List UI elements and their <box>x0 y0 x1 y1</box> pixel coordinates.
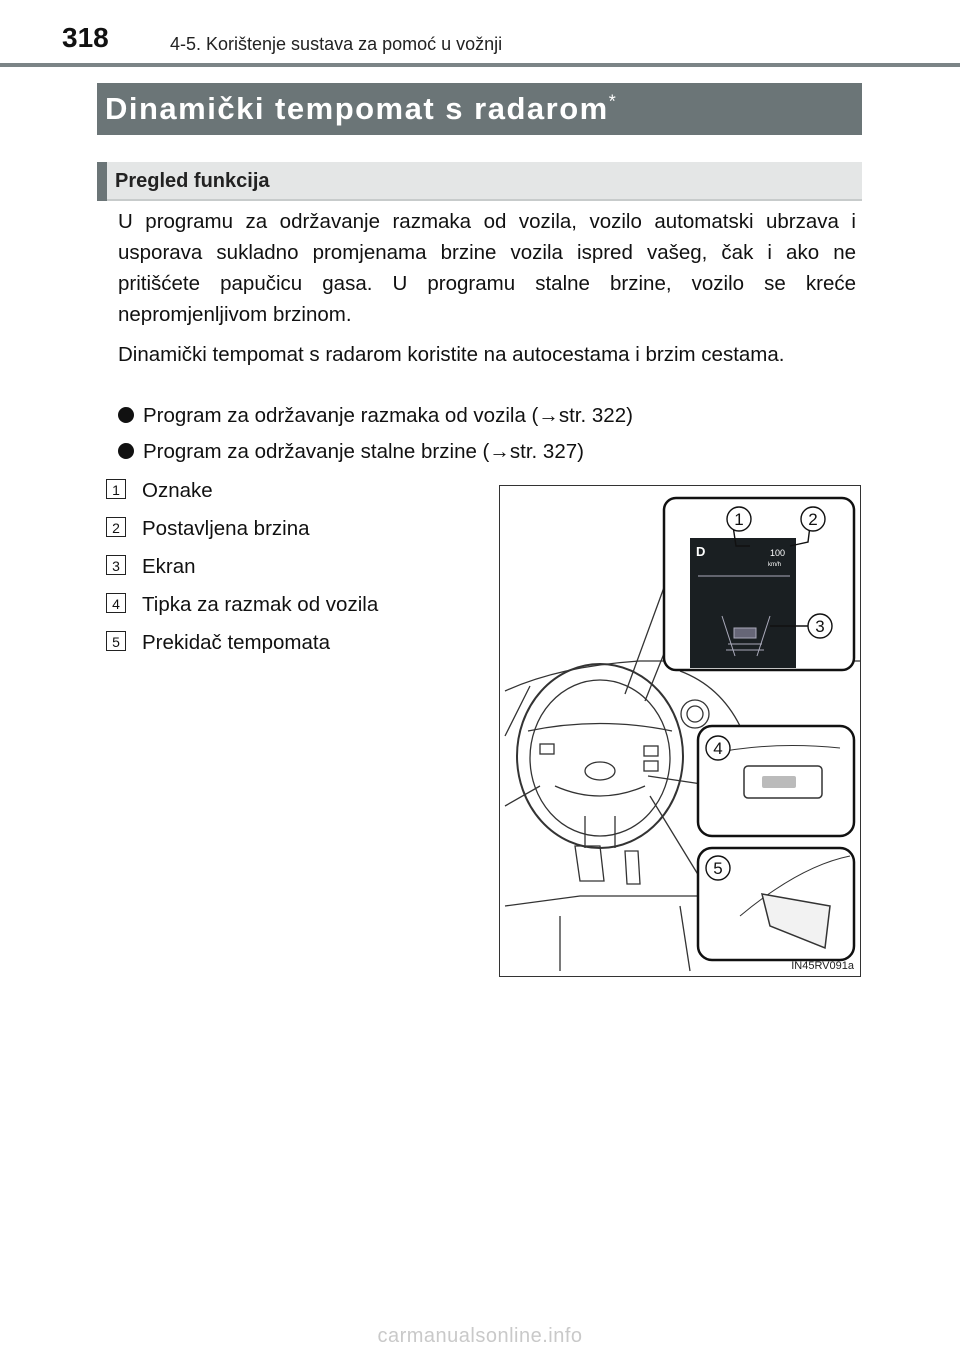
legend-item <box>106 479 213 503</box>
section-title-bar <box>97 83 862 135</box>
wheel-button <box>644 746 658 756</box>
bullet-dot <box>118 407 134 423</box>
accelerator-pedal <box>625 851 640 884</box>
legend-number: 2 <box>106 517 126 537</box>
callout-label: 2 <box>808 510 818 529</box>
bullet-item <box>118 437 584 467</box>
watermark: carmanualsonline.info <box>377 1325 583 1347</box>
section-title <box>105 91 617 127</box>
callout-label: 3 <box>815 617 825 636</box>
legend-label: Prekidač tempomata <box>142 631 331 654</box>
paragraph-usage: Dinamički tempomat s radarom koristite na autocestama i brzim cestama. <box>118 343 785 366</box>
brake-pedal <box>575 846 604 881</box>
legend-item <box>106 631 330 655</box>
air-vent <box>681 700 709 728</box>
steering-logo <box>585 762 615 780</box>
legend-number: 5 <box>106 631 126 651</box>
section-title-text: Dinamički tempomat s radarom <box>105 91 609 126</box>
wheel-button <box>540 744 554 754</box>
display-gear: D <box>696 544 706 559</box>
legend-item <box>106 517 310 541</box>
legend-number: 1 <box>106 479 126 499</box>
bullet-dot <box>118 443 134 459</box>
subsection-title: Pregled funkcija <box>115 170 270 192</box>
steering-column <box>585 816 615 848</box>
legend-label: Ekran <box>142 555 196 578</box>
dashboard-drawing <box>500 486 861 977</box>
floor-line <box>560 906 690 971</box>
legend-label: Tipka za razmak od vozila <box>142 593 379 616</box>
figure-code: IN45RV091a <box>791 960 854 972</box>
dashboard-illustration <box>499 485 861 977</box>
header-divider <box>0 63 960 67</box>
steering-spoke <box>528 724 672 732</box>
legend-number: 3 <box>106 555 126 575</box>
steering-wheel-inner <box>530 680 670 836</box>
callout-label: 4 <box>713 739 723 758</box>
legend-number: 4 <box>106 593 126 613</box>
legend-item <box>106 555 196 579</box>
chapter-title: 4-5. Korištenje sustava za pomoć u vožnji <box>170 34 503 54</box>
legend-label: Postavljena brzina <box>142 517 310 540</box>
air-vent <box>687 706 703 722</box>
subsection-accent <box>97 162 107 201</box>
steering-spoke <box>555 786 645 796</box>
callout-label: 1 <box>734 510 744 529</box>
wheel-button <box>644 761 658 771</box>
display-unit: km/h <box>768 562 782 568</box>
page-number: 318 <box>62 22 109 53</box>
display-vehicle-icon <box>734 628 756 638</box>
page-header <box>0 0 960 70</box>
paragraph-intro: U programu za održavanje razmaka od vozila, vozilo automatski ubrzava i usporava sukladno promjenama brzine vozila ispred vašeg, čak i ako ne pritišćete papučicu gasa. U programu stalne brzine, vozilo se kreće nepromjenljivom brzinom. <box>118 210 856 326</box>
bullet-text: Program za održavanje razmaka od vozila (→str. 322) <box>143 404 633 427</box>
display-speed: 100 <box>770 548 786 558</box>
legend-item <box>106 593 378 617</box>
subsection-bar <box>97 162 862 201</box>
bullet-item <box>118 401 633 431</box>
callout-label: 5 <box>713 859 723 878</box>
section-title-mark: * <box>608 91 618 112</box>
distance-button-face <box>762 776 796 788</box>
legend-label: Oznake <box>142 479 213 502</box>
bullet-text: Program za održavanje stalne brzine (→str. 327) <box>143 440 584 463</box>
